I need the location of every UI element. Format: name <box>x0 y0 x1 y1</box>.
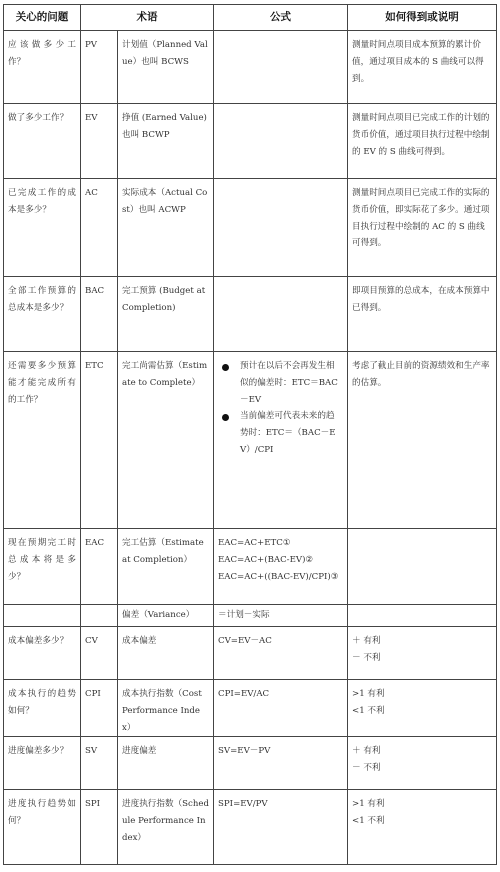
table-row <box>4 680 497 737</box>
indicator-line: ＋ 有利 <box>352 636 381 646</box>
abbr-cell: CPI <box>81 680 118 737</box>
earned-value-table <box>3 4 497 865</box>
description-cell <box>348 627 497 680</box>
abbr-cell: BAC <box>81 277 118 352</box>
formula-line: EAC=AC+(BAC-EV)② <box>218 554 314 565</box>
description-cell: 即项目预算的总成本，在成本预算中已得到。 <box>348 277 497 352</box>
table-row <box>4 31 497 104</box>
indicator-line: － 不利 <box>352 652 381 663</box>
term-cell: 成本执行指数（Cost Performance Index） <box>118 680 214 737</box>
question-cell: 现在预期完工时总成本将是多少？ <box>4 529 81 605</box>
indicator-line: >1 有利 <box>352 689 385 699</box>
formula-cell: SV=EV－PV <box>214 737 348 790</box>
abbr-cell: EAC <box>81 529 118 605</box>
formula-line: EAC=AC+ETC① <box>218 538 291 548</box>
term-cell: 完工尚需估算（Estimate to Complete） <box>118 352 214 529</box>
description-cell: 考虑了截止目前的资源绩效和生产率的估算。 <box>348 352 497 529</box>
term-cell: 偏差（Variance） <box>118 605 214 627</box>
indicator-line: － 不利 <box>352 763 381 773</box>
header-description: 如何得到或说明 <box>348 5 497 31</box>
question-cell: 应该做多少工作？ <box>4 31 81 104</box>
question-cell <box>4 605 81 627</box>
formula-cell <box>214 179 348 277</box>
term-cell: 完工估算（Estimate at Completion） <box>118 529 214 605</box>
formula-cell: CPI=EV/AC <box>214 680 348 737</box>
abbr-cell: PV <box>81 31 118 104</box>
term-cell: 成本偏差 <box>118 627 214 680</box>
table-row <box>4 605 497 627</box>
description-cell: 测量时间点项目已完成工作的实际的货币价值，即实际花了多少。通过项目执行过程中绘制的 AC 的 S 曲线可得到。 <box>348 179 497 277</box>
header-formula: 公式 <box>214 5 348 31</box>
description-cell <box>348 529 497 605</box>
abbr-cell: AC <box>81 179 118 277</box>
bullet-icon <box>222 414 229 421</box>
abbr-cell: CV <box>81 627 118 680</box>
indicator-line: ＋ 有利 <box>352 746 381 757</box>
header-term: 术语 <box>81 5 214 31</box>
formula-cell: ＝计划－实际 <box>214 605 348 627</box>
question-cell: 进度偏差多少？ <box>4 737 81 790</box>
table-row <box>4 277 497 352</box>
question-cell: 已完成工作的成本是多少？ <box>4 179 81 277</box>
indicator-line: <1 不利 <box>352 816 385 826</box>
table-row <box>4 104 497 179</box>
bullet-icon <box>222 364 229 371</box>
table-header-row <box>4 5 497 31</box>
term-cell: 挣值 (Earned Value) 也叫 BCWP <box>118 104 214 179</box>
table-row <box>4 529 497 605</box>
formula-bullet <box>218 408 343 458</box>
abbr-cell <box>81 605 118 627</box>
formula-cell <box>214 104 348 179</box>
formula-bullet <box>218 358 343 408</box>
table-row <box>4 179 497 277</box>
term-cell: 进度偏差 <box>118 737 214 790</box>
formula-text: 当前偏差可代表未来的趋势时：ETC＝（BAC－EV）/CPI <box>240 411 336 455</box>
header-question: 关心的问题 <box>4 5 81 31</box>
formula-cell: SPI=EV/PV <box>214 790 348 865</box>
abbr-cell: ETC <box>81 352 118 529</box>
formula-line: EAC=AC+((BAC-EV)/CPI)③ <box>218 571 339 582</box>
description-cell <box>348 680 497 737</box>
description-cell <box>348 737 497 790</box>
table-row <box>4 352 497 529</box>
question-cell: 全部工作预算的总成本是多少？ <box>4 277 81 352</box>
description-cell: 测量时间点项目已完成工作的计划的货币价值，通过项目执行过程中绘制的 EV 的 S 曲线可得到。 <box>348 104 497 179</box>
term-cell: 完工预算 (Budget at Completion) <box>118 277 214 352</box>
table-row <box>4 790 497 865</box>
abbr-cell: EV <box>81 104 118 179</box>
abbr-cell: SPI <box>81 790 118 865</box>
formula-cell: CV=EV－AC <box>214 627 348 680</box>
abbr-cell: SV <box>81 737 118 790</box>
formula-text: 预计在以后不会再发生相似的偏差时：ETC＝BAC－EV <box>240 361 338 405</box>
formula-cell <box>214 352 348 529</box>
question-cell: 还需要多少预算能才能完成所有的工作？ <box>4 352 81 529</box>
indicator-line: <1 不利 <box>352 705 385 716</box>
term-cell: 实际成本（Actual Cost）也叫 ACWP <box>118 179 214 277</box>
description-cell: 测量时间点项目成本预算的累计价值，通过项目成本的 S 曲线可以得到。 <box>348 31 497 104</box>
question-cell: 进度执行趋势如何？ <box>4 790 81 865</box>
formula-cell <box>214 277 348 352</box>
question-cell: 成本偏差多少？ <box>4 627 81 680</box>
formula-cell <box>214 31 348 104</box>
question-cell: 做了多少工作？ <box>4 104 81 179</box>
term-cell: 进度执行指数（Schedule Performance Index） <box>118 790 214 865</box>
question-cell: 成本执行的趋势如何？ <box>4 680 81 737</box>
indicator-line: >1 有利 <box>352 799 385 810</box>
table-row <box>4 737 497 790</box>
table-row <box>4 627 497 680</box>
term-cell: 计划值（Planned Value）也叫 BCWS <box>118 31 214 104</box>
formula-cell <box>214 529 348 605</box>
description-cell <box>348 790 497 865</box>
description-cell <box>348 605 497 627</box>
